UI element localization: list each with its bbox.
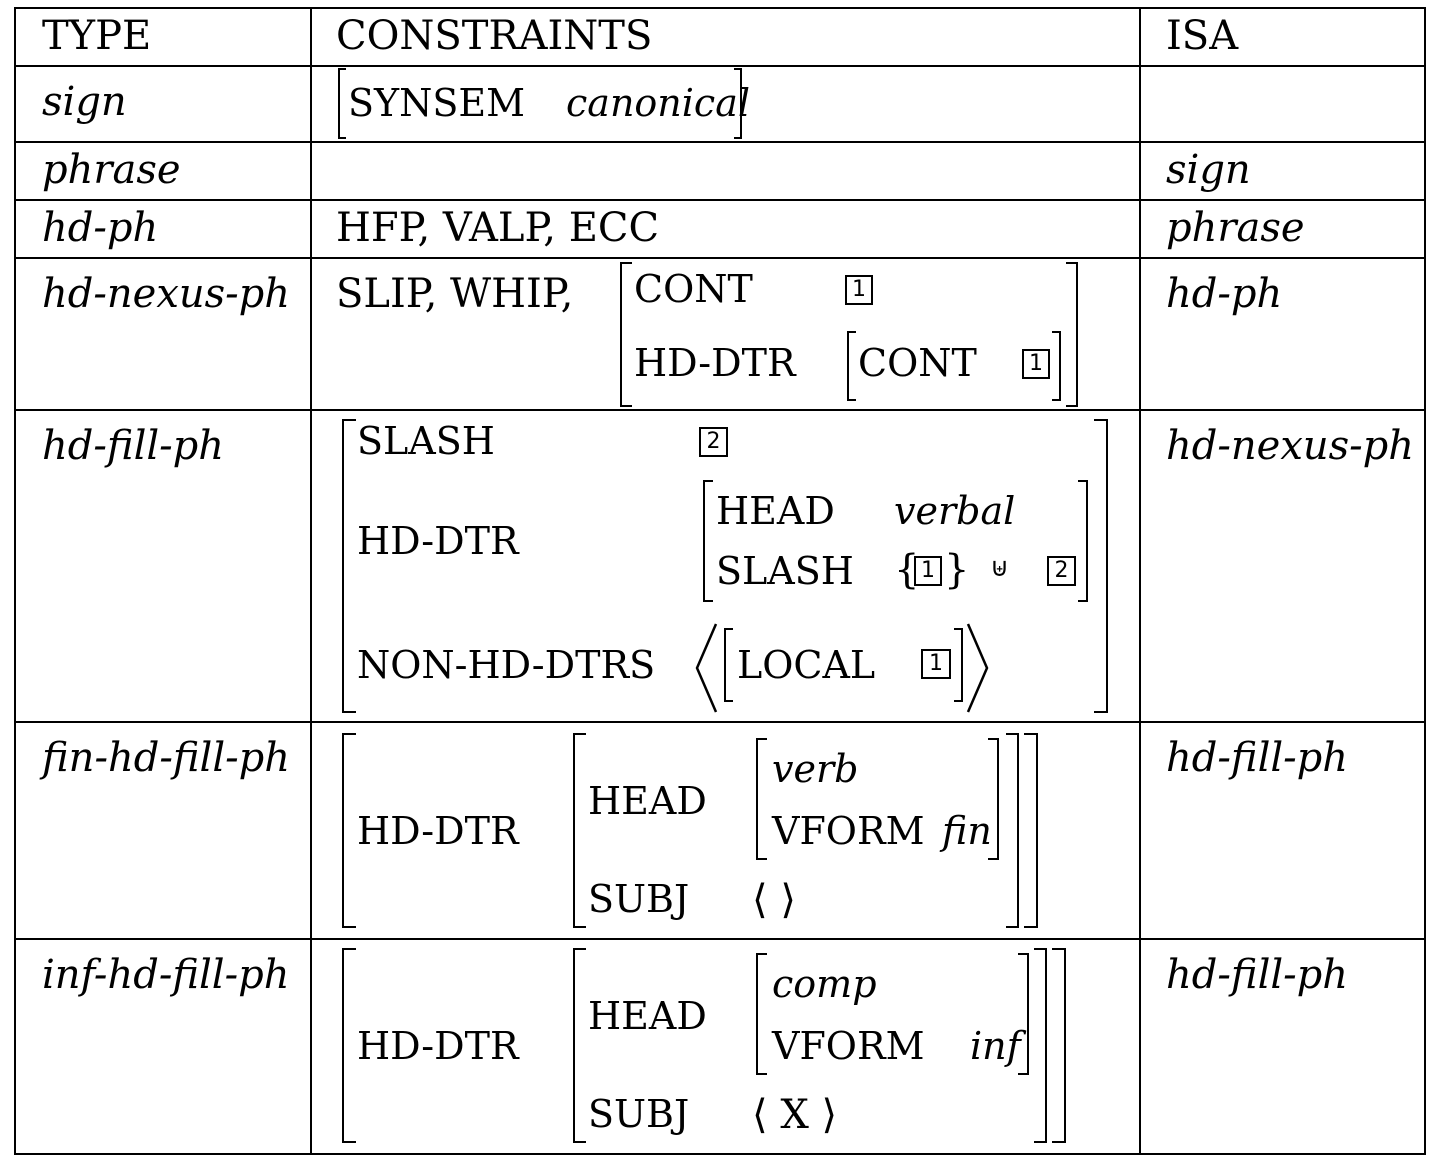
- row-divider: [14, 721, 1426, 723]
- type-cell: hd-ph: [42, 205, 159, 251]
- avm-attribute: HEAD: [716, 489, 835, 533]
- table-border-top: [14, 7, 1426, 9]
- type-cell: fin-hd-fill-ph: [42, 735, 290, 781]
- isa-cell: sign: [1166, 147, 1251, 193]
- subj-list: ⟨ X ⟩: [752, 1092, 838, 1138]
- avm-attribute: HD-DTR: [357, 809, 519, 853]
- tag-box: 1: [914, 556, 942, 586]
- list-angle-close: [966, 622, 990, 714]
- avm-bracket-right: [954, 628, 963, 702]
- set-brace: }: [944, 547, 970, 593]
- type-cell: phrase: [42, 147, 181, 193]
- avm-attribute: SUBJ: [588, 1092, 690, 1136]
- avm-attribute: NON-HD-DTRS: [357, 643, 656, 687]
- set-brace: {: [894, 547, 920, 593]
- avm-bracket-left: [338, 68, 346, 139]
- column-divider: [1139, 7, 1141, 1155]
- avm-bracket-right: [1052, 331, 1061, 401]
- header-type: TYPE: [42, 13, 152, 59]
- avm-bracket-right: [988, 738, 999, 860]
- avm-bracket-left: [620, 262, 632, 407]
- avm-bracket-right: [1034, 948, 1047, 1143]
- row-divider: [14, 938, 1426, 940]
- avm-attribute: SLASH: [357, 419, 495, 463]
- tag-box: 1: [845, 275, 873, 305]
- avm-attribute: SLASH: [716, 549, 854, 593]
- isa-cell: hd-fill-ph: [1166, 952, 1349, 998]
- principle-list: SLIP, WHIP,: [336, 271, 574, 317]
- avm-bracket-right: [1078, 480, 1088, 602]
- avm-bracket-left: [756, 953, 767, 1075]
- avm-attribute: HEAD: [588, 994, 707, 1038]
- avm-bracket-left: [573, 733, 586, 928]
- avm-attribute: VFORM: [772, 1024, 925, 1068]
- avm-bracket-right: [1094, 419, 1108, 713]
- header-constraints: CONSTRAINTS: [336, 13, 653, 59]
- avm-value: inf: [970, 1024, 1021, 1068]
- avm-value: fin: [942, 809, 992, 853]
- avm-bracket-right: [1018, 953, 1029, 1075]
- row-divider: [14, 409, 1426, 411]
- row-divider: [14, 65, 1426, 67]
- avm-attribute: HD-DTR: [357, 1024, 519, 1068]
- table-border-left: [14, 7, 16, 1155]
- tag-box: 2: [1047, 556, 1076, 586]
- tag-box: 1: [1022, 349, 1050, 379]
- avm-bracket-left: [342, 733, 356, 928]
- avm-bracket-left: [342, 948, 356, 1143]
- header-isa: ISA: [1166, 13, 1239, 59]
- principle-list: HFP, VALP, ECC: [336, 205, 660, 251]
- disjoint-union-operator: ⊎: [990, 553, 1010, 583]
- avm-value: verbal: [894, 489, 1016, 533]
- isa-cell: hd-fill-ph: [1166, 735, 1349, 781]
- avm-bracket-left: [847, 331, 856, 401]
- avm-type: verb: [772, 747, 859, 791]
- isa-cell: phrase: [1166, 205, 1305, 251]
- avm-bracket-left: [724, 628, 733, 702]
- empty-list: ⟨ ⟩: [752, 877, 796, 923]
- avm-attribute: HD-DTR: [357, 519, 519, 563]
- type-cell: hd-nexus-ph: [42, 271, 291, 317]
- avm-attribute: SYNSEM: [348, 81, 526, 125]
- avm-attribute: HEAD: [588, 779, 707, 823]
- avm-bracket-left: [756, 738, 767, 860]
- table-border-right: [1424, 7, 1426, 1155]
- isa-cell: hd-ph: [1166, 271, 1283, 317]
- avm-bracket-right: [1052, 948, 1066, 1143]
- row-divider: [14, 199, 1426, 201]
- row-divider: [14, 257, 1426, 259]
- avm-bracket-left: [703, 480, 713, 602]
- avm-bracket-left: [342, 419, 356, 713]
- column-divider: [310, 7, 312, 1155]
- row-divider: [14, 141, 1426, 143]
- avm-bracket-left: [573, 948, 586, 1143]
- type-cell: sign: [42, 79, 127, 125]
- avm-attribute: SUBJ: [588, 877, 690, 921]
- table-border-bottom: [14, 1153, 1426, 1155]
- avm-attribute: HD-DTR: [634, 341, 796, 385]
- avm-bracket-right: [1006, 733, 1019, 928]
- avm-attribute: CONT: [634, 267, 753, 311]
- type-cell: hd-fill-ph: [42, 423, 225, 469]
- isa-cell: hd-nexus-ph: [1166, 423, 1415, 469]
- avm-attribute: CONT: [858, 341, 977, 385]
- avm-bracket-right: [1024, 733, 1038, 928]
- avm-type: comp: [772, 962, 877, 1006]
- type-cell: inf-hd-fill-ph: [42, 952, 290, 998]
- avm-attribute: VFORM: [772, 809, 925, 853]
- avm-value: canonical: [566, 81, 751, 125]
- list-angle-open: [694, 622, 718, 714]
- avm-bracket-right: [734, 68, 742, 139]
- tag-box: 2: [699, 427, 728, 457]
- avm-attribute: LOCAL: [737, 643, 876, 687]
- avm-bracket-right: [1066, 262, 1078, 407]
- tag-box: 1: [921, 649, 951, 679]
